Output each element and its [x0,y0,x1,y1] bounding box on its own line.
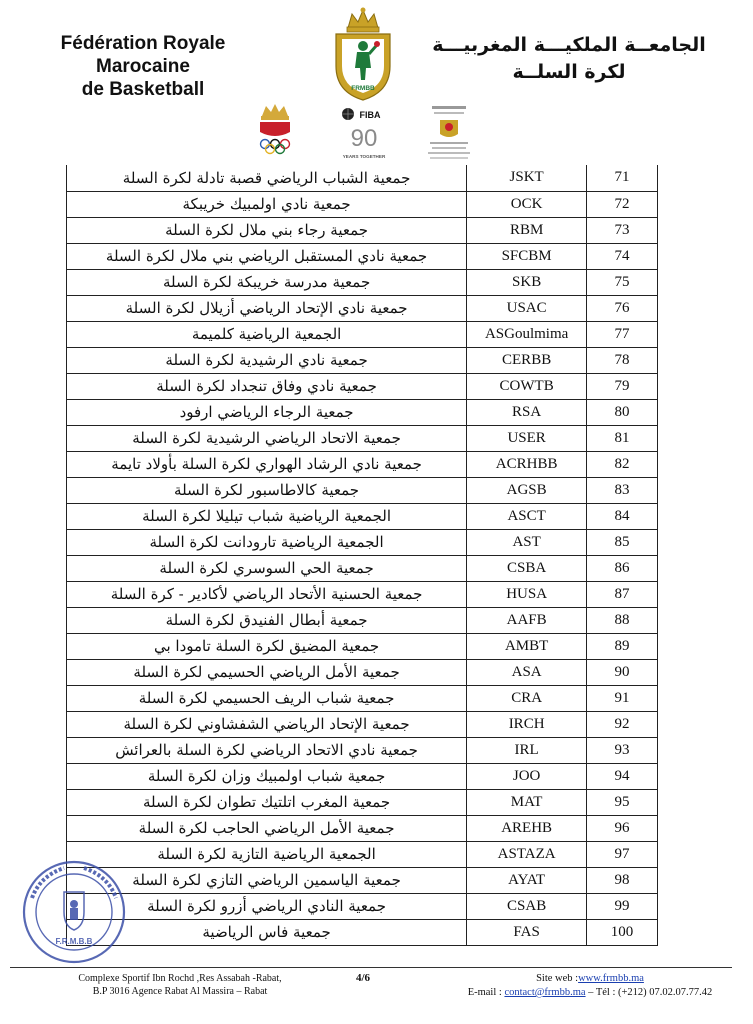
fiba-tagline: YEARS TOGETHER [342,154,386,159]
table-row [67,425,658,451]
club-name-cell: جمعية الأمل الرياضي الحاجب لكرة السلة [67,815,467,841]
website-label: Site web : [536,973,579,984]
table-row [67,347,658,373]
club-name-cell: جمعية الحي السوسري لكرة السلة [67,555,467,581]
row-number-cell: 100 [587,919,658,945]
club-code-cell: AGSB [467,477,587,503]
row-number-cell: 88 [587,607,658,633]
club-name-cell: جمعية رجاء بني ملال لكرة السلة [67,217,467,243]
club-code-cell: AYAT [467,867,587,893]
club-name-cell: جمعية أبطال الفنيدق لكرة السلة [67,607,467,633]
row-number-cell: 82 [587,451,658,477]
fiba-90: 90 [350,125,378,152]
website-line [440,972,740,986]
clubs-table-body [67,165,658,945]
club-code-cell: USER [467,425,587,451]
table-row [67,581,658,607]
stamp-letters: F.R.M.B.B [55,937,93,946]
club-code-cell: ASTAZA [467,841,587,867]
club-code-cell: CRA [467,685,587,711]
table-row [67,165,658,191]
row-number-cell: 81 [587,425,658,451]
row-number-cell: 99 [587,893,658,919]
table-row [67,919,658,945]
club-code-cell: ASGoulmima [467,321,587,347]
row-number-cell: 90 [587,659,658,685]
table-row [67,269,658,295]
row-number-cell: 94 [587,763,658,789]
club-code-cell: AST [467,529,587,555]
club-name-cell: الجمعية الرياضية شباب تيليلا لكرة السلة [67,503,467,529]
club-code-cell: CSAB [467,893,587,919]
club-code-cell: AREHB [467,815,587,841]
club-code-cell: FAS [467,919,587,945]
email-link[interactable]: contact@frmbb.ma [504,987,586,998]
table-row [67,867,658,893]
club-name-cell: جمعية نادي الرشيدية لكرة السلة [67,347,467,373]
table-row [67,633,658,659]
table-row [67,243,658,269]
club-code-cell: HUSA [467,581,587,607]
address-line1: Complexe Sportif Ibn Rochd ,Res Assabah -Rabat, [78,973,282,984]
table-row [67,451,658,477]
club-code-cell: COWTB [467,373,587,399]
row-number-cell: 95 [587,789,658,815]
row-number-cell: 83 [587,477,658,503]
club-name-cell: جمعية الياسمين الرياضي التازي لكرة السلة [67,867,467,893]
olympic-committee-logo-icon [254,102,296,156]
federation-name-arabic [429,32,709,86]
row-number-cell: 98 [587,867,658,893]
table-row [67,659,658,685]
row-number-cell: 87 [587,581,658,607]
club-code-cell: SFCBM [467,243,587,269]
footer-contact [440,972,740,1000]
row-number-cell: 78 [587,347,658,373]
row-number-cell: 80 [587,399,658,425]
row-number-cell: 77 [587,321,658,347]
club-code-cell: JSKT [467,165,587,191]
club-name-cell: الجمعية الرياضية التازية لكرة السلة [67,841,467,867]
club-code-cell: SKB [467,269,587,295]
club-name-cell: جمعية نادي اولمبيك خريبكة [67,191,467,217]
club-code-cell: USAC [467,295,587,321]
phone-text: – Tél : (+212) 07.02.07.77.42 [588,987,713,998]
club-name-cell: جمعية الرجاء الرياضي ارفود [67,399,467,425]
club-name-cell: الجمعية الرياضية تارودانت لكرة السلة [67,529,467,555]
table-row [67,607,658,633]
club-code-cell: ACRHBB [467,451,587,477]
row-number-cell: 76 [587,295,658,321]
website-link[interactable]: www.frmbb.ma [578,973,644,984]
club-name-cell: جمعية نادي الرشاد الهواري لكرة السلة بأولاد تايمة [67,451,467,477]
table-row [67,373,658,399]
club-name-cell: جمعية مدرسة خريبكة لكرة السلة [67,269,467,295]
club-name-cell: جمعية شباب الريف الحسيمي لكرة السلة [67,685,467,711]
ar-title-line1: الجامعــة الملكيـــة المغربيـــة [432,34,706,56]
table-row [67,477,658,503]
contact-line [440,986,740,1000]
fr-title-line2: de Basketball [81,79,205,100]
club-code-cell: AMBT [467,633,587,659]
row-number-cell: 71 [587,165,658,191]
fiba-90-years-logo-icon [338,106,390,162]
table-row [67,737,658,763]
table-row [67,321,658,347]
club-name-cell: جمعية نادي الاتحاد الرياضي لكرة السلة بالعرائش [67,737,467,763]
club-name-cell: جمعية نادي الإتحاد الرياضي أزيلال لكرة السلة [67,295,467,321]
club-code-cell: ASCT [467,503,587,529]
club-code-cell: MAT [467,789,587,815]
club-code-cell: RBM [467,217,587,243]
table-row [67,685,658,711]
row-number-cell: 85 [587,529,658,555]
row-number-cell: 93 [587,737,658,763]
row-number-cell: 84 [587,503,658,529]
frmbb-logo-icon [330,6,396,102]
club-name-cell: جمعية نادي المستقبل الرياضي بني ملال لكرة السلة [67,243,467,269]
row-number-cell: 96 [587,815,658,841]
club-name-cell: جمعية المغرب اتلتيك تطوان لكرة السلة [67,789,467,815]
table-row [67,841,658,867]
club-name-cell: جمعية كالاطاسبور لكرة السلة [67,477,467,503]
official-stamp-icon [20,858,128,966]
club-name-cell: جمعية المضيق لكرة السلة تامودا بي [67,633,467,659]
club-code-cell: JOO [467,763,587,789]
table-row [67,815,658,841]
club-code-cell: CSBA [467,555,587,581]
clubs-table [66,165,658,946]
club-name-cell: جمعية نادي وفاق تنجداد لكرة السلة [67,373,467,399]
club-name-cell: جمعية الشباب الرياضي قصبة تادلة لكرة السلة [67,165,467,191]
table-row [67,711,658,737]
table-row [67,503,658,529]
club-name-cell: جمعية فاس الرياضية [67,919,467,945]
footer-divider [10,967,732,968]
row-number-cell: 74 [587,243,658,269]
club-code-cell: IRCH [467,711,587,737]
club-code-cell: AAFB [467,607,587,633]
ministry-logo-icon [420,104,478,162]
club-name-cell: جمعية الاتحاد الرياضي الرشيدية لكرة السلة [67,425,467,451]
table-row [67,191,658,217]
club-name-cell: جمعية الإتحاد الرياضي الشفشاوني لكرة السلة [67,711,467,737]
row-number-cell: 97 [587,841,658,867]
table-row [67,555,658,581]
table-row [67,789,658,815]
row-number-cell: 92 [587,711,658,737]
row-number-cell: 79 [587,373,658,399]
club-code-cell: IRL [467,737,587,763]
footer-address [60,972,300,998]
table-row [67,529,658,555]
frmbb-letters: FRMBB [351,85,375,92]
table-row [67,763,658,789]
club-name-cell: جمعية شباب اولمبيك وزان لكرة السلة [67,763,467,789]
table-row [67,399,658,425]
row-number-cell: 86 [587,555,658,581]
club-name-cell: الجمعية الرياضية كلميمة [67,321,467,347]
row-number-cell: 73 [587,217,658,243]
fiba-text: FIBA [359,110,381,120]
page-number: 4/6 [356,972,371,984]
row-number-cell: 72 [587,191,658,217]
ar-title-line2: لكرة السلــة [512,61,626,83]
row-number-cell: 89 [587,633,658,659]
club-name-cell: جمعية الأمل الرياضي الحسيمي لكرة السلة [67,659,467,685]
club-code-cell: CERBB [467,347,587,373]
row-number-cell: 75 [587,269,658,295]
club-name-cell: جمعية الحسنية الأتحاد الرياضي لأكادير - كرة السلة [67,581,467,607]
table-row [67,893,658,919]
table-row [67,295,658,321]
club-code-cell: RSA [467,399,587,425]
row-number-cell: 91 [587,685,658,711]
federation-name-french [18,32,268,101]
club-code-cell: ASA [467,659,587,685]
club-name-cell: جمعية النادي الرياضي أزرو لكرة السلة [67,893,467,919]
table-row [67,217,658,243]
email-label: E-mail : [467,987,502,998]
address-line2: B.P 3016 Agence Rabat Al Massira – Rabat [92,986,268,997]
club-code-cell: OCK [467,191,587,217]
fr-title-line1: Fédération Royale Marocaine [60,33,226,77]
